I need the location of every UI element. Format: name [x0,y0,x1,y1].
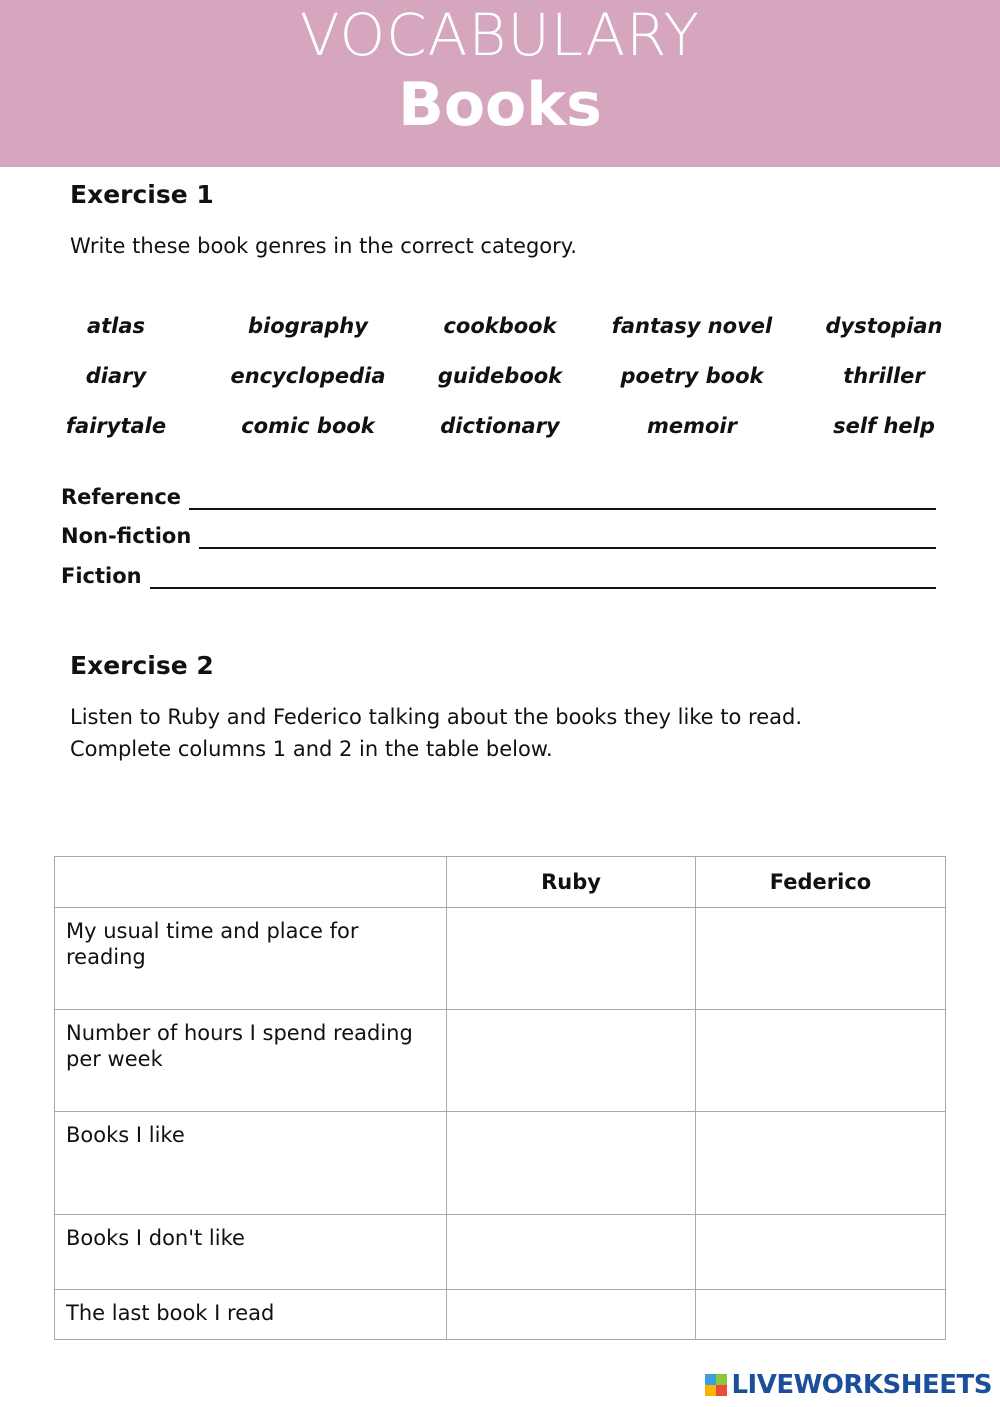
answer-cell-ruby[interactable] [447,1215,696,1290]
genre-word: atlas [86,314,146,338]
row-label: Books I don't like [55,1215,447,1290]
genre-word: cookbook [443,314,557,338]
answer-line[interactable] [189,488,936,510]
genre-word-bank [20,305,980,455]
table-row [55,1215,946,1290]
genre-word: dystopian [825,314,943,338]
liveworksheets-logo [705,1370,992,1400]
genre-word: encyclopedia [230,364,386,388]
banner-supertitle: VOCABULARY [299,1,701,69]
answer-cell-ruby[interactable] [447,1010,696,1112]
answer-cell-ruby[interactable] [447,908,696,1010]
exercise1-instruction: Write these book genres in the correct category. [70,234,577,258]
category-label: Fiction [61,564,142,588]
table-header-row [55,857,946,908]
logo-text: LIVEWORKSHEETS [731,1370,992,1400]
genre-word: thriller [843,364,925,388]
category-non-fiction [61,523,936,549]
row-label: My usual time and place for reading [55,908,447,1010]
category-reference [61,484,936,510]
answer-cell-ruby[interactable] [447,1112,696,1215]
exercise2-instruction-line2: Complete columns 1 and 2 in the table below. [70,737,553,761]
row-label: Books I like [55,1112,447,1215]
genre-word: comic book [241,414,375,438]
category-fiction [61,563,936,589]
genre-word: poetry book [620,364,764,388]
exercise1-title: Exercise 1 [70,180,214,209]
answer-line[interactable] [199,527,936,549]
answer-cell-federico[interactable] [696,1215,946,1290]
category-label: Reference [61,485,182,509]
answer-cell-federico[interactable] [696,908,946,1010]
table-row [55,1290,946,1340]
category-label: Non-fiction [61,524,192,548]
genre-word: diary [85,364,147,388]
table-header-cell [55,857,447,908]
answer-cell-ruby[interactable] [447,1290,696,1340]
row-label: The last book I read [55,1290,447,1340]
table-row [55,908,946,1010]
title-banner [0,0,1000,167]
exercise2-instruction-line1: Listen to Ruby and Federico talking about the books they like to read. [70,705,803,729]
genre-word: self help [833,414,935,438]
genre-word: guidebook [437,364,563,388]
genre-word: fairytale [65,414,167,438]
reading-habits-table [54,856,946,1340]
genre-word: fantasy novel [611,314,773,338]
table-row [55,1112,946,1215]
answer-cell-federico[interactable] [696,1290,946,1340]
answer-cell-federico[interactable] [696,1010,946,1112]
genre-word: memoir [647,414,737,438]
exercise2-title: Exercise 2 [70,651,214,680]
answer-cell-federico[interactable] [696,1112,946,1215]
table-header-ruby: Ruby [447,857,696,908]
banner-title: Books [398,70,602,140]
liveworksheets-logo-icon [705,1374,727,1396]
table-header-federico: Federico [696,857,946,908]
genre-word: biography [248,314,368,338]
row-label: Number of hours I spend reading per week [55,1010,447,1112]
table-row [55,1010,946,1112]
answer-line[interactable] [150,567,936,589]
genre-word: dictionary [440,414,560,438]
